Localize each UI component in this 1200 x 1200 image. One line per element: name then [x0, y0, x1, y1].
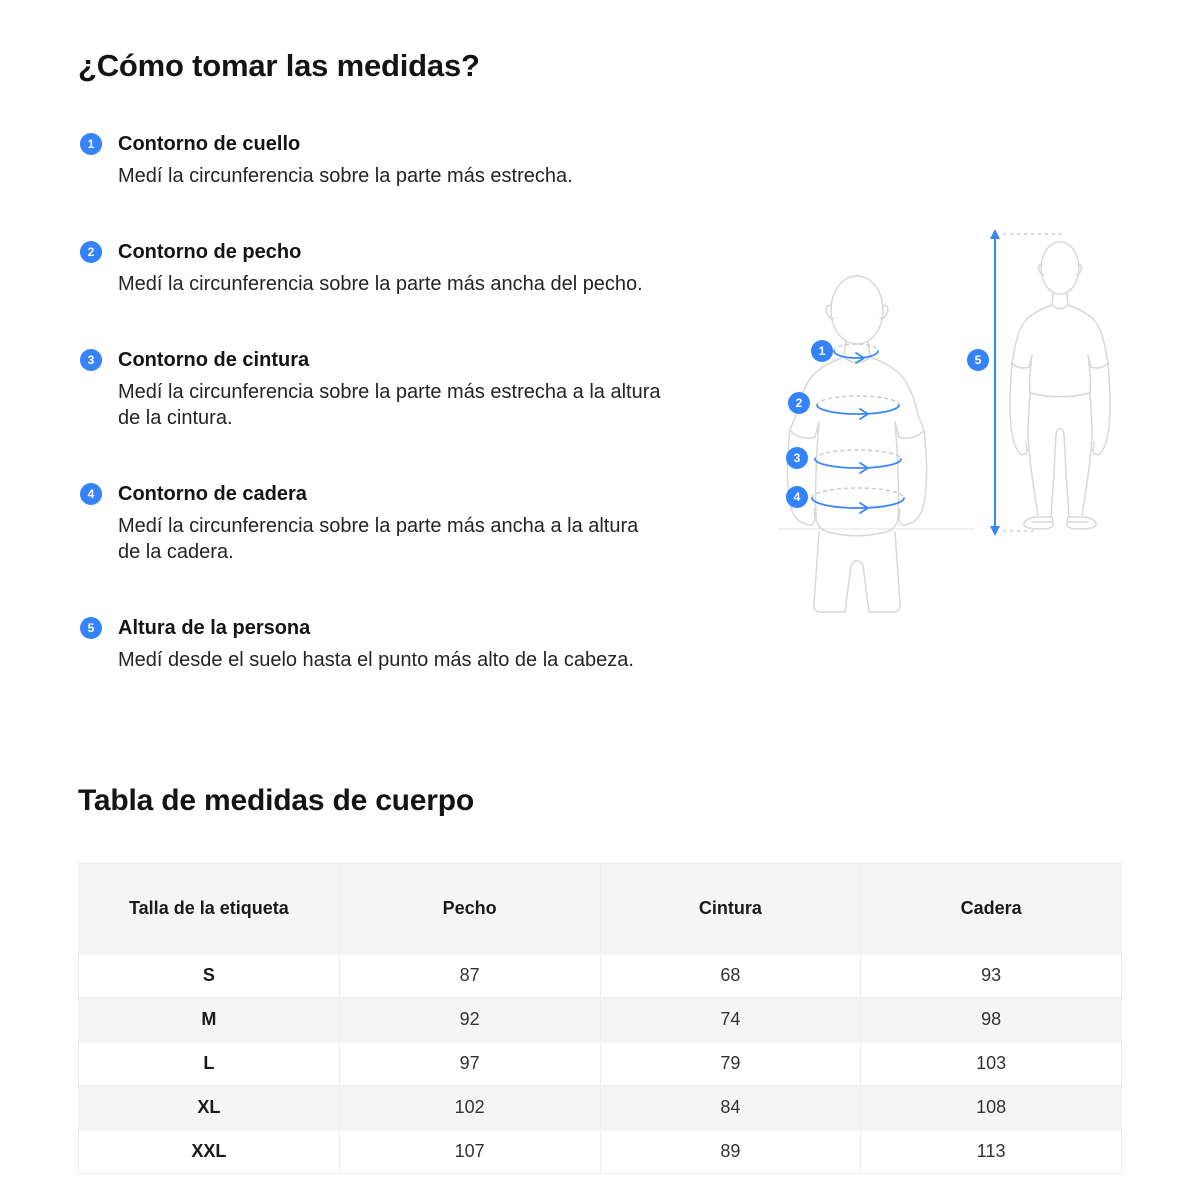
instruction-title: Contorno de cadera: [118, 483, 307, 505]
table-row: [79, 954, 1122, 998]
chest-value-cell: 87: [339, 954, 600, 998]
step-1-badge: 1: [80, 133, 102, 155]
measurement-instructions: [80, 131, 680, 723]
step-4-badge: 4: [80, 483, 102, 505]
body-measurements-table: [78, 863, 1122, 1174]
figure-badge-hip: 4: [786, 486, 808, 508]
table-row: [79, 1086, 1122, 1130]
instruction-item-chest: [80, 239, 680, 297]
size-label-cell: XXL: [79, 1130, 340, 1174]
size-label-cell: L: [79, 1042, 340, 1086]
step-2-badge: 2: [80, 241, 102, 263]
person-full-body: [1010, 242, 1110, 529]
instruction-title: Contorno de cuello: [118, 133, 301, 155]
column-header-hip: Cadera: [861, 864, 1122, 954]
figure-badge-neck: 1: [811, 340, 833, 362]
instruction-description: Medí la circunferencia sobre la parte más estrecha.: [118, 165, 573, 187]
hip-value-cell: 98: [861, 998, 1122, 1042]
figure-badge-chest: 2: [788, 392, 810, 414]
waist-value-cell: 84: [600, 1086, 861, 1130]
instruction-description: Medí la circunferencia sobre la parte más estrecha a la altura de la cintura.: [118, 381, 661, 429]
waist-value-cell: 89: [600, 1130, 861, 1174]
figure-badge-waist: 3: [786, 447, 808, 469]
instruction-title: Contorno de cintura: [118, 349, 310, 371]
column-header-size: Talla de la etiqueta: [79, 864, 340, 954]
chest-value-cell: 107: [339, 1130, 600, 1174]
table-header-row: [79, 864, 1122, 954]
hip-ring: [812, 488, 904, 513]
chest-ring: [817, 396, 899, 419]
instruction-title: Altura de la persona: [118, 617, 311, 639]
hip-value-cell: 93: [861, 954, 1122, 998]
measurement-figure: [770, 218, 1130, 618]
measurement-rings: [812, 344, 904, 513]
instruction-description: Medí la circunferencia sobre la parte más ancha a la altura de la cadera.: [118, 515, 639, 563]
waist-value-cell: 68: [600, 954, 861, 998]
chest-value-cell: 102: [339, 1086, 600, 1130]
instruction-description: Medí desde el suelo hasta el punto más alto de la cabeza.: [118, 649, 634, 671]
size-label-cell: XL: [79, 1086, 340, 1130]
size-label-cell: M: [79, 998, 340, 1042]
figure-badge-height: 5: [967, 349, 989, 371]
instruction-description: Medí la circunferencia sobre la parte más ancha del pecho.: [118, 273, 643, 295]
hip-value-cell: 108: [861, 1086, 1122, 1130]
instruction-item-waist: [80, 347, 680, 431]
step-3-badge: 3: [80, 349, 102, 371]
instruction-item-neck: [80, 131, 680, 189]
chest-value-cell: 92: [339, 998, 600, 1042]
table-row: [79, 998, 1122, 1042]
table-row: [79, 1130, 1122, 1174]
column-header-chest: Pecho: [339, 864, 600, 954]
hip-value-cell: 113: [861, 1130, 1122, 1174]
table-row: [79, 1042, 1122, 1086]
page-title: ¿Cómo tomar las medidas?: [78, 48, 480, 83]
instruction-item-height: [80, 615, 680, 673]
height-arrow: [990, 229, 1066, 536]
chest-value-cell: 97: [339, 1042, 600, 1086]
neck-ring: [834, 344, 878, 363]
instruction-item-hip: [80, 481, 680, 565]
waist-value-cell: 79: [600, 1042, 861, 1086]
step-5-badge: 5: [80, 617, 102, 639]
waist-ring: [815, 450, 901, 473]
waist-value-cell: 74: [600, 998, 861, 1042]
instruction-title: Contorno de pecho: [118, 241, 302, 263]
figure-svg: [770, 218, 1130, 618]
hip-value-cell: 103: [861, 1042, 1122, 1086]
person-front-closeup: [787, 276, 926, 612]
column-header-waist: Cintura: [600, 864, 861, 954]
size-label-cell: S: [79, 954, 340, 998]
table-title: Tabla de medidas de cuerpo: [78, 784, 475, 817]
